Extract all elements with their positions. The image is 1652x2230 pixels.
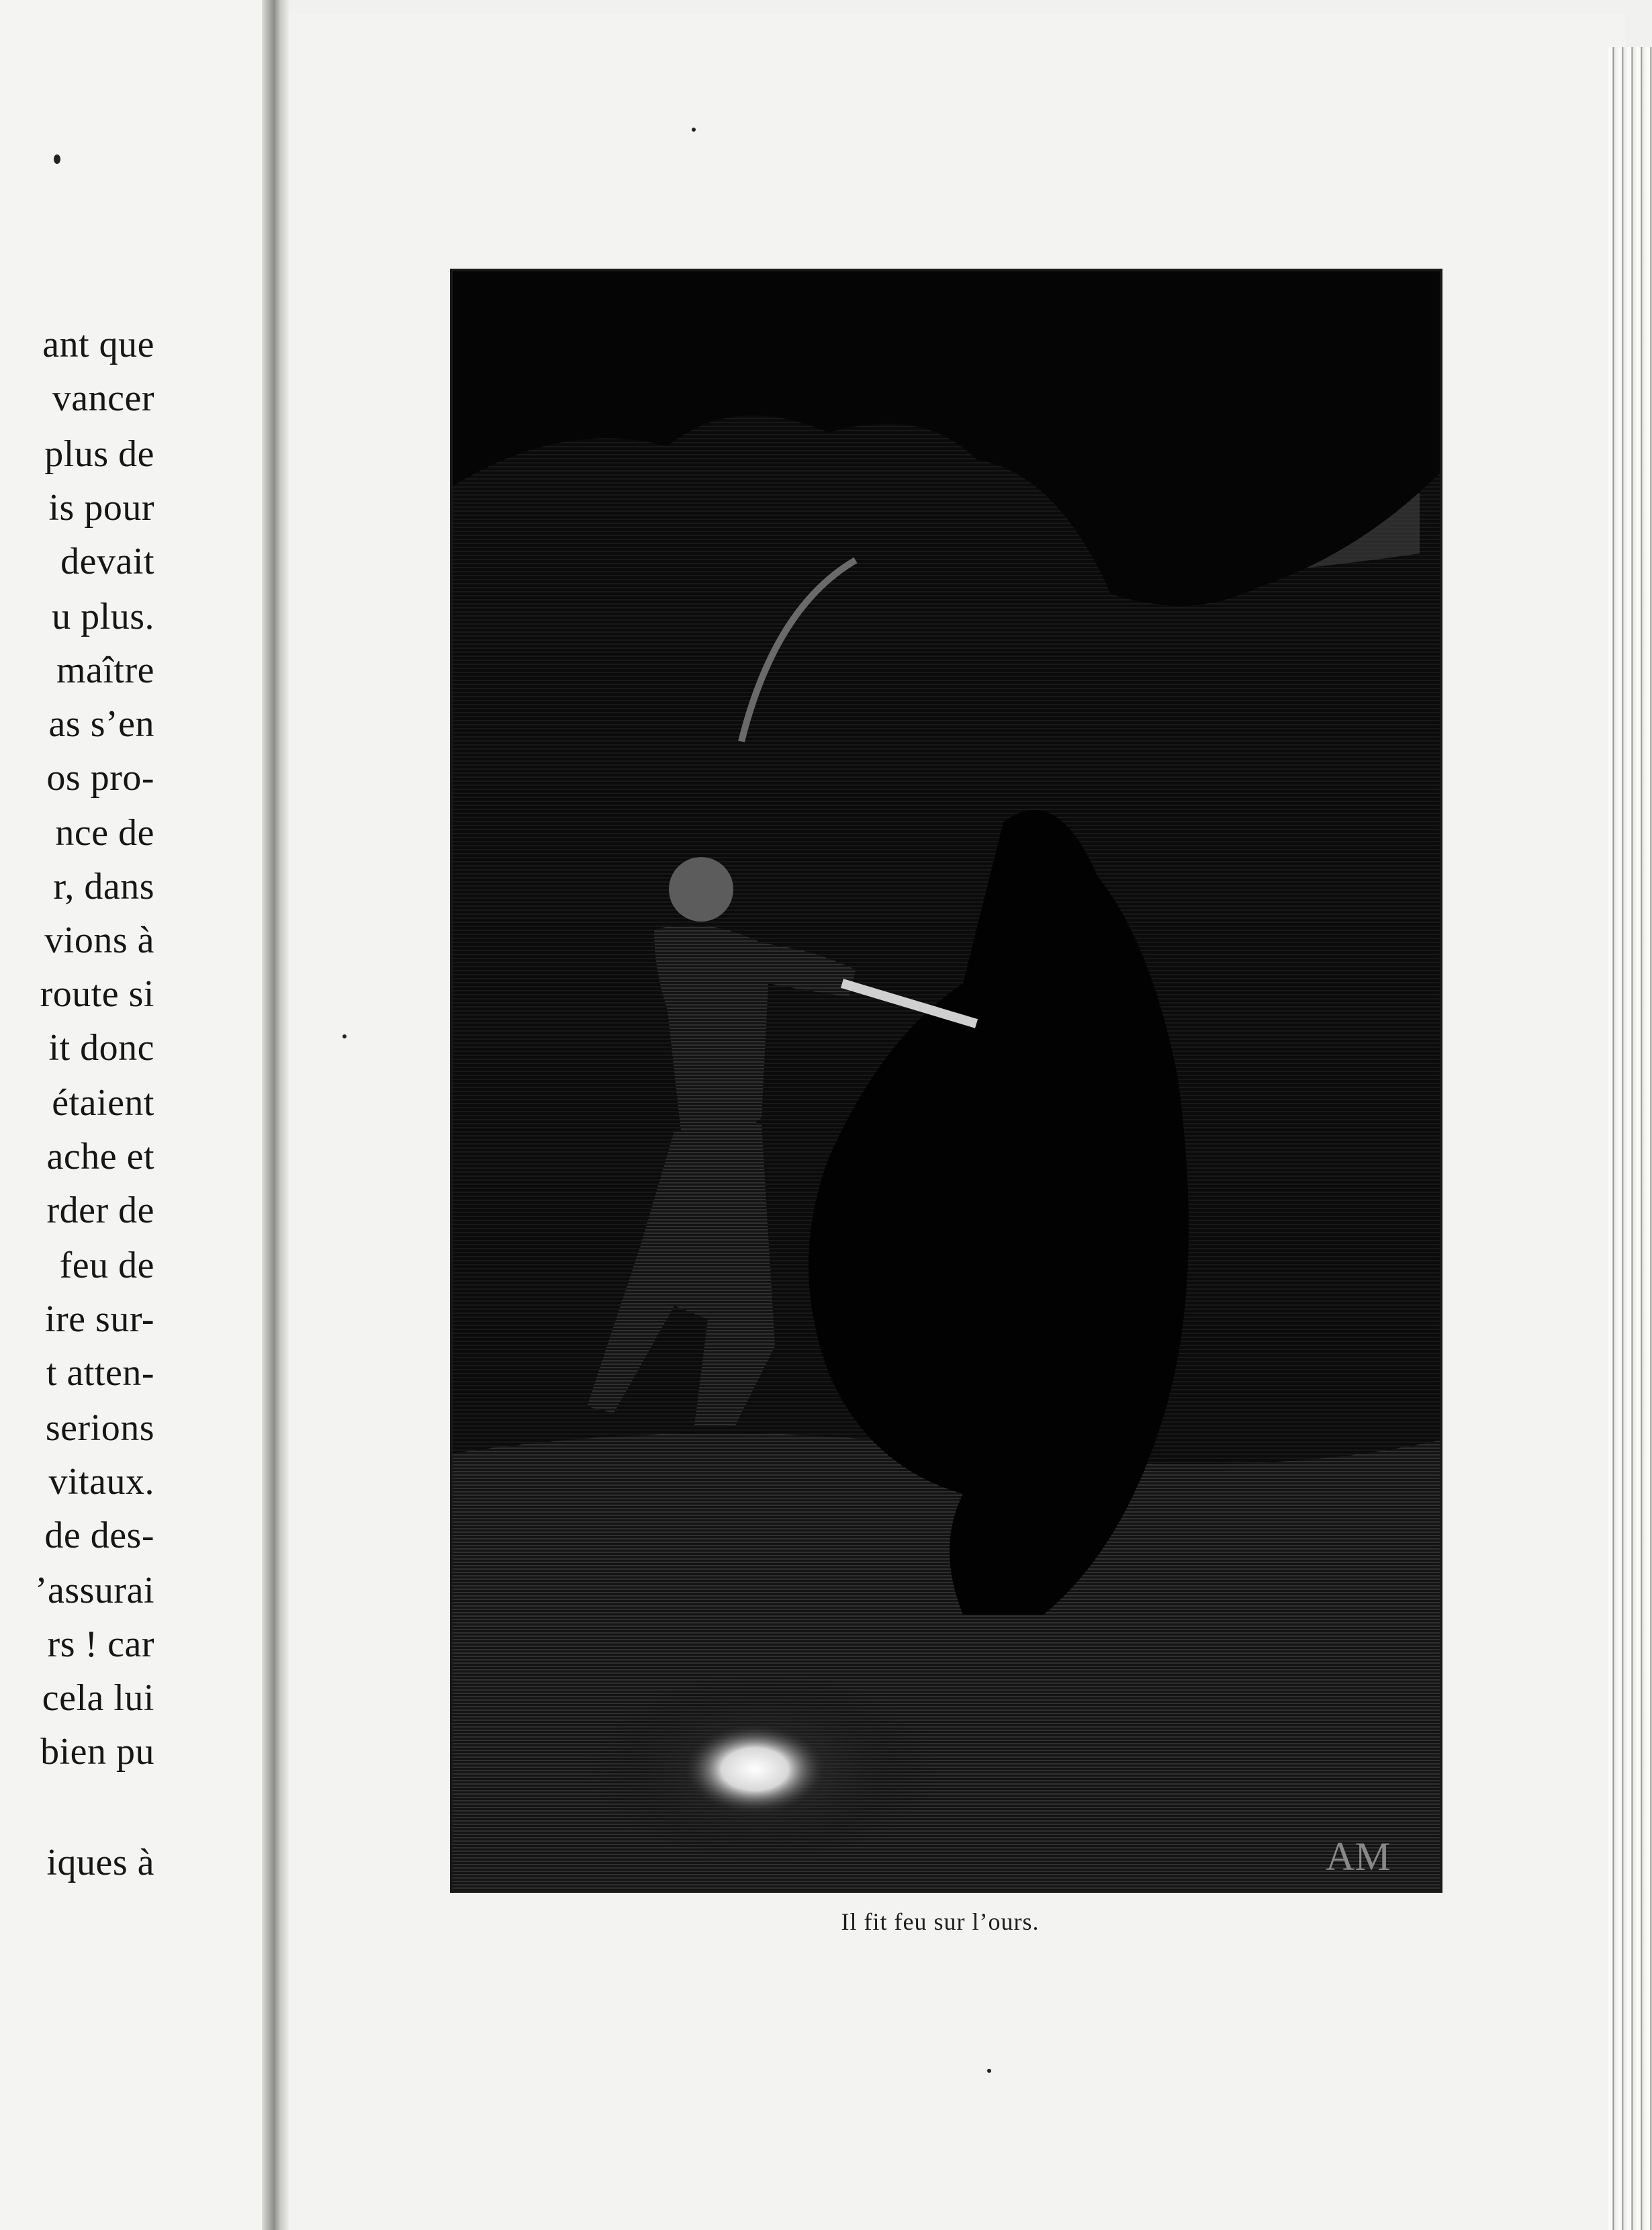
text-line: r, dans <box>53 866 154 907</box>
text-line: serions <box>45 1407 154 1449</box>
text-line: vions à <box>44 920 154 961</box>
print-speck <box>342 1034 347 1038</box>
text-line: cela lui <box>42 1677 154 1719</box>
page-edges <box>1608 47 1652 2230</box>
text-line: de des- <box>44 1515 154 1556</box>
text-line: feu de <box>59 1245 154 1286</box>
ground <box>453 1433 1440 1890</box>
text-line: maître <box>56 650 154 691</box>
text-line: vancer <box>52 377 154 419</box>
text-line: os pro- <box>46 757 154 799</box>
text-line: iques à <box>46 1842 154 1883</box>
print-speck <box>692 128 696 132</box>
text-line: ant que <box>42 324 154 365</box>
artist-signature: AM <box>1326 1834 1391 1879</box>
text-line: devait <box>60 541 154 582</box>
text-line: is pour <box>48 487 154 529</box>
hunter-head <box>669 857 733 922</box>
text-line: ache et <box>46 1136 154 1177</box>
engraving-illustration <box>450 269 1442 1893</box>
print-speck <box>54 154 60 164</box>
text-line: u plus. <box>52 596 154 637</box>
text-line: it donc <box>48 1027 154 1069</box>
book-gutter <box>262 0 289 2230</box>
text-line: rder de <box>46 1190 154 1231</box>
text-line: plus de <box>44 433 154 475</box>
illustration-caption: Il fit feu sur l’ours. <box>841 1908 1040 1935</box>
text-line: rs ! car <box>47 1623 154 1665</box>
left-page <box>0 0 275 2230</box>
text-line: ’assurai <box>34 1570 154 1611</box>
text-line: nce de <box>55 812 154 854</box>
text-line: vitaux. <box>48 1461 154 1503</box>
engraving-artwork <box>453 271 1440 1890</box>
text-line: t atten- <box>46 1352 154 1394</box>
text-line: bien pu <box>40 1731 154 1773</box>
print-speck <box>987 2069 991 2073</box>
text-line: as s’en <box>48 703 154 745</box>
text-line: étaient <box>52 1082 154 1124</box>
text-line: route si <box>40 973 154 1015</box>
text-line: ire sur- <box>44 1298 154 1340</box>
campfire <box>681 1722 829 1816</box>
